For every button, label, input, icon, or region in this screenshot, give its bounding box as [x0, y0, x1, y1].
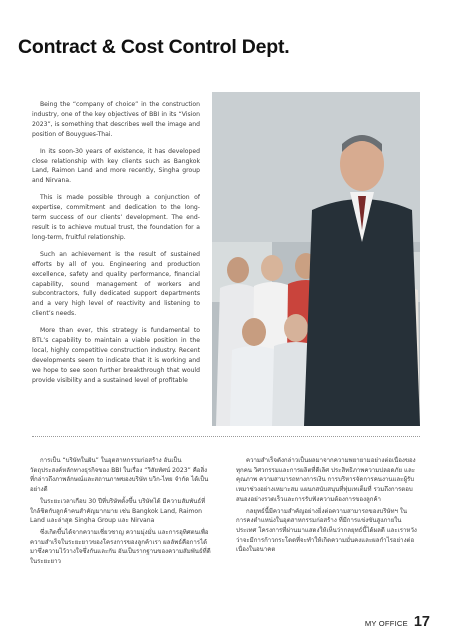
thai-text-column-right	[236, 456, 417, 606]
thai-paragraph: การเป็น “บริษัทในฝัน” ในอุตสาหกรรมก่อสร้าง อันเป็นวัตถุประสงค์หลักทางธุรกิจของ BBI ในเรื่อง “วิสัยทัศน์ 2023” คือสิ่งที่กล่าวถึงภาพลักษณ์และสถานภาพของบริษัท บวิก-ไทย จำกัด ได้เป็นอย่างดี	[30, 457, 209, 494]
english-text-column	[32, 100, 200, 440]
english-paragraph: This is made possible through a conjunction of expertise, commitment and dedication to the long-term success of our clients’ development. The end-result is to achieve mutual trust, the foundation for a long-term, fruitful relationship.	[32, 194, 200, 241]
english-paragraph: Being the “company of choice” in the construction industry, one of the key objectives of BBI in its “Vision 2023”, is something that describes well the image and position of Bouygues-Thai.	[32, 101, 200, 138]
team-photo-illustration	[212, 92, 420, 426]
section-divider	[32, 436, 420, 437]
thai-paragraph: ซึ่งเกิดขึ้นได้จากความเชี่ยวชาญ ความมุ่งมั่น และการอุทิศตนเพื่อความสำเร็จในระยะยาวของโครงการของลูกค้าเรา ผลลัพธ์คือการได้มาซึ่งความไว้วางใจซึ่งกันและกัน อันเป็นรากฐานของความสัมพันธ์ที่ดีในระยะยาว	[30, 528, 211, 566]
english-paragraph: In its soon-30 years of existence, it has developed close relationship with key clients such as Bangkok Land, Raimon Land and more recently, Singha group and Nirvana.	[32, 147, 200, 185]
team-photo	[212, 92, 420, 426]
title-bar	[0, 28, 452, 68]
magazine-name: MY OFFICE	[364, 619, 408, 628]
thai-paragraph: กลยุทธ์นี้มีความสำคัญอย่างยิ่งต่อความสามารถของบริษัทฯ ในการคงตำแหน่งในอุตสาหกรรมก่อสร้าง ที่มีการแข่งขันสูงภายในประเทศ โครงการที่ผ่านมาแสดงให้เห็นว่ากลยุทธ์นี้ได้ผลดี และเราหวังว่าจะมีการก้าวกระโดดที่จะทำให้เกิดความมั่นคงและผลกำไรอย่างต่อเนื่องในอนาคต	[236, 507, 417, 554]
thai-paragraph: ความสำเร็จดังกล่าวเป็นผลมาจากความพยายามอย่างต่อเนื่องของทุกคน วิศวกรรมและการผลิตที่ดีเลิศ ประสิทธิภาพความปลอดภัย และคุณภาพ ความสามารถทางการเงิน การบริหารจัดการคนงานและผู้รับเหมาช่วงอย่างเหมาะสม แผนกสนับสนุนที่ทุ่มเทเต็มที่ รวมถึงการตอบสนองอย่างรวดเร็วและการรับฟังความต้องการของลูกค้า	[236, 457, 416, 503]
thai-text-column-left	[30, 456, 211, 606]
thai-paragraph: ในระยะเวลาเกือบ 30 ปีที่บริษัทตั้งขึ้น บริษัทได้ มีความสัมพันธ์ที่ใกล้ชิดกับลูกค้าคนสำคัญมากมาย เช่น Bangkok Land, Raimon Land และล่าสุด Singha Group และ Nirvana	[30, 497, 206, 525]
page-footer	[365, 614, 430, 628]
english-paragraph: More than ever, this strategy is fundamental to BTL’s capability to maintain a viable position in the local, highly competitive construction industry. Recent developments seem to indicate that it is working and we hope to see soon further breakthrough that would provide visibility and a sustained level of profitable	[32, 327, 200, 384]
page-number: 17	[413, 614, 430, 630]
page-title: Contract & Cost Control Dept.	[18, 36, 290, 58]
english-paragraph: Such an achievement is the result of sustained efforts by all of you. Engineering and production excellence, safety and quality performance, financial capability, sound management of workers and subcontractors, fully dedicated support departments and a very high level of reactivity and listening to client’s needs.	[32, 250, 200, 318]
